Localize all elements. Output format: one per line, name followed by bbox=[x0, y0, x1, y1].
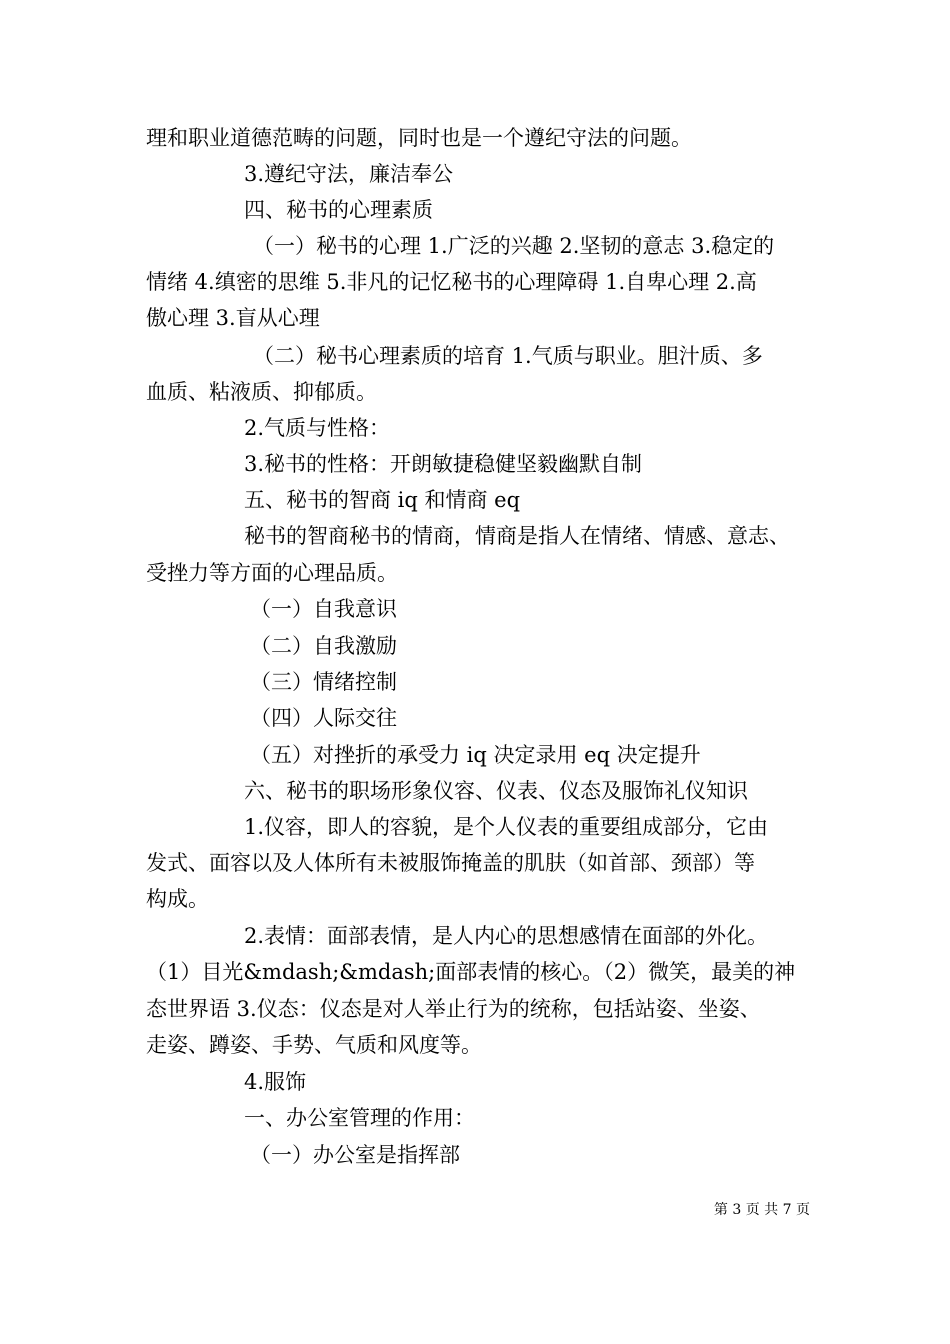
text-line: （三）情绪控制 bbox=[250, 670, 397, 694]
text-line: 受挫力等方面的心理品质。 bbox=[146, 561, 398, 585]
text-line: 发式、面容以及人体所有未被服饰掩盖的肌肤（如首部、颈部）等 bbox=[146, 851, 755, 875]
text-line: （五）对挫折的承受力 iq 决定录用 eq 决定提升 bbox=[250, 743, 701, 767]
page-number-footer: 第 3 页 共 7 页 bbox=[713, 1202, 810, 1218]
section-heading: 四、秘书的心理素质 bbox=[244, 198, 433, 222]
text-line: 2.表情：面部表情，是人内心的思想感情在面部的外化。 bbox=[244, 924, 769, 948]
text-line: （一）自我意识 bbox=[250, 597, 397, 621]
text-line: 构成。 bbox=[146, 887, 209, 911]
text-line: （二）秘书心理素质的培育 1.气质与职业。胆汁质、多 bbox=[253, 344, 763, 368]
text-line: 3.遵纪守法，廉洁奉公 bbox=[244, 162, 454, 186]
text-line: 秘书的智商秘书的情商，情商是指人在情绪、情感、意志、 bbox=[244, 524, 790, 548]
text-line: （一）办公室是指挥部 bbox=[250, 1143, 460, 1167]
text-line: 傲心理 3.盲从心理 bbox=[146, 306, 320, 330]
text-line: 态世界语 3.仪态：仪态是对人举止行为的统称，包括站姿、坐姿、 bbox=[146, 997, 761, 1021]
text-line: 情绪 4.缜密的思维 5.非凡的记忆秘书的心理障碍 1.自卑心理 2.高 bbox=[146, 270, 757, 294]
text-line: 2.气质与性格： bbox=[244, 416, 391, 440]
section-heading: 五、秘书的智商 iq 和情商 eq bbox=[244, 488, 521, 512]
text-line: 4.服饰 bbox=[244, 1070, 307, 1094]
text-line: （四）人际交往 bbox=[250, 706, 397, 730]
text-line: （一）秘书的心理 1.广泛的兴趣 2.坚韧的意志 3.稳定的 bbox=[253, 234, 775, 258]
text-line: 理和职业道德范畴的问题，同时也是一个遵纪守法的问题。 bbox=[146, 126, 692, 150]
text-line: 1.仪容，即人的容貌，是个人仪表的重要组成部分，它由 bbox=[244, 815, 769, 839]
section-heading: 六、秘书的职场形象仪容、仪表、仪态及服饰礼仪知识 bbox=[244, 779, 748, 803]
text-line: 血质、粘液质、抑郁质。 bbox=[146, 380, 377, 404]
text-line: 走姿、蹲姿、手势、气质和风度等。 bbox=[146, 1033, 482, 1057]
text-line: （二）自我激励 bbox=[250, 634, 397, 658]
text-line: 3.秘书的性格：开朗敏捷稳健坚毅幽默自制 bbox=[244, 452, 643, 476]
section-heading: 一、办公室管理的作用： bbox=[244, 1106, 475, 1130]
text-line: （1）目光&mdash;&mdash;面部表情的核心。（2）微笑，最美的神 bbox=[146, 960, 796, 984]
